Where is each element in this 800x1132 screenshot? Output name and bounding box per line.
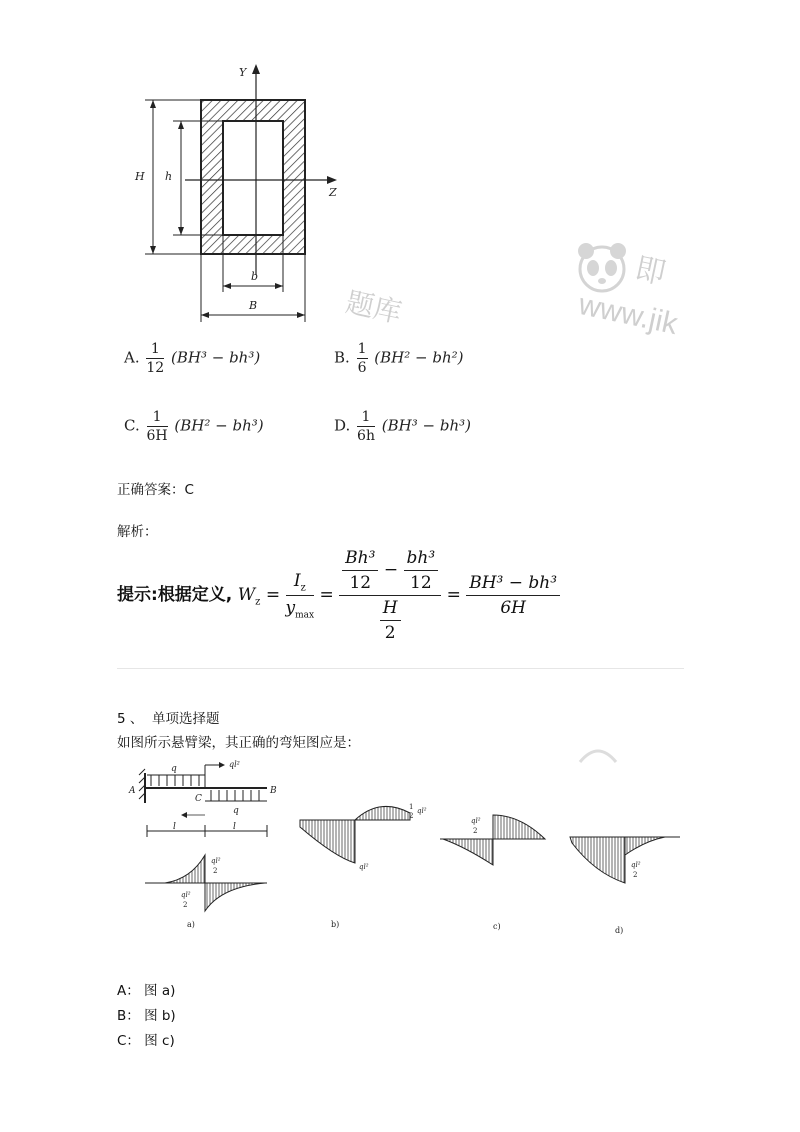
svg-text:A: A: [129, 786, 136, 796]
caption-b: b): [331, 920, 340, 929]
svg-text:2: 2: [409, 812, 414, 820]
section-figure: [125, 60, 355, 330]
svg-text:1: 1: [409, 803, 414, 811]
label-y: Y: [239, 66, 247, 79]
svg-text:ql²: ql²: [471, 817, 481, 825]
svg-text:2: 2: [473, 827, 478, 835]
inner-rect: [223, 121, 283, 235]
moment-diagram-a: [145, 855, 267, 911]
answer-line: 正确答案：C: [117, 482, 194, 498]
analysis-label: 解析：: [117, 524, 158, 540]
q5-option-c[interactable]: C： 图 c): [117, 1033, 175, 1049]
option-d[interactable]: D. $\frac{1}{6h}$ (BH³ − bh³): [334, 409, 471, 444]
label-b: b: [251, 270, 259, 283]
svg-text:q: q: [171, 764, 177, 774]
svg-text:ql²: ql²: [417, 807, 427, 815]
svg-text:B: B: [270, 786, 277, 796]
section-divider: [117, 668, 684, 669]
beam-diagram: [128, 760, 277, 837]
option-c[interactable]: C. $\frac{1}{6H}$ (BH² − bh³): [124, 409, 264, 444]
beam-figure: [125, 755, 685, 940]
svg-text:l: l: [173, 822, 176, 832]
caption-d: d): [615, 926, 624, 935]
hint-formula: 提示:根据定义, $W_z$ = $\frac{I_z}{y_{max}}$ = $\frac{\text{Bh³}}{12}$ − $\frac{\text{bh³}}{12}$ $\frac{H}{2}$ = $\frac{\text{BH³ − bh³}}{6H}$: [117, 548, 560, 643]
q5-header: 5 、 单项选择题: [117, 711, 220, 727]
svg-text:2: 2: [633, 871, 638, 879]
option-a[interactable]: A. $\frac{1}{12}$ (BH³ − bh³): [124, 341, 261, 376]
svg-text:C: C: [195, 794, 202, 804]
label-H: H: [135, 170, 145, 183]
caption-c: c): [493, 922, 501, 931]
svg-text:ql²: ql²: [229, 760, 240, 769]
svg-text:2: 2: [183, 901, 188, 909]
svg-text:l: l: [233, 822, 236, 832]
moment-diagram-c: [440, 815, 545, 865]
svg-text:ql²: ql²: [181, 891, 191, 899]
svg-text:ql²: ql²: [359, 863, 369, 871]
label-z: Z: [329, 186, 337, 199]
moment-diagram-b: [300, 803, 427, 871]
answer-value: C: [184, 482, 194, 498]
svg-text:ql²: ql²: [211, 857, 221, 865]
svg-text:q: q: [233, 806, 239, 816]
label-B: B: [249, 299, 258, 312]
panda-icon: [570, 235, 634, 299]
watermark-url: www.jik: [575, 287, 681, 342]
q5-option-b[interactable]: B： 图 b): [117, 1008, 176, 1024]
option-b[interactable]: B. $\frac{1}{6}$ (BH² − bh²): [334, 341, 464, 376]
q5-question: 如图所示悬臂梁，其正确的弯矩图应是：: [117, 735, 360, 751]
caption-a: a): [187, 920, 195, 929]
label-h: h: [165, 170, 173, 183]
q5-option-a[interactable]: A： 图 a): [117, 983, 176, 999]
moment-diagram-d: [570, 837, 680, 883]
svg-text:2: 2: [213, 867, 218, 875]
watermark-cn: 题库: [342, 285, 405, 330]
watermark-cn2: 即: [631, 251, 669, 292]
svg-text:ql²: ql²: [631, 861, 641, 869]
